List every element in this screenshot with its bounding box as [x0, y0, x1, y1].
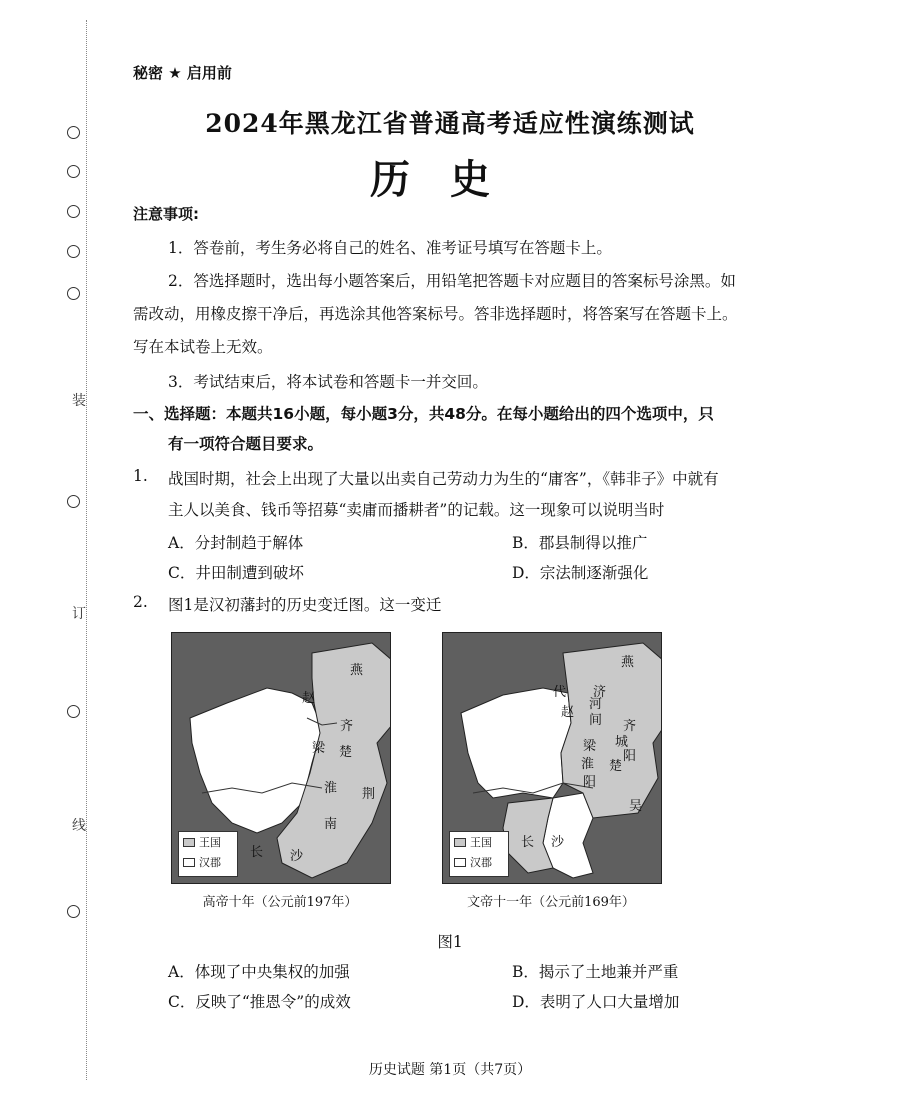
region-label: 阳 — [623, 749, 637, 764]
figure-label: 图1 — [437, 933, 463, 951]
region-label: 城 — [615, 735, 629, 750]
region-label: 燕 — [621, 655, 635, 670]
region-label: 齐 — [340, 719, 354, 734]
legend-commandery: 汉郡 — [470, 856, 492, 869]
region-label: 赵 — [302, 691, 316, 706]
question-1-stem-line-2: 主人以美食、钱币等招募“卖庸而播耕者”的记载。这一现象可以说明当时 — [168, 501, 665, 519]
question-2-option-a: A．体现了中央集权的加强 — [168, 963, 350, 981]
region-label: 燕 — [350, 663, 364, 678]
notice-item-2-line-3: 写在本试卷上无效。 — [133, 338, 273, 356]
legend-kingdom: 王国 — [470, 836, 492, 849]
notice-item-3: 3．考试结束后，将本试卷和答题卡一并交回。 — [168, 373, 488, 391]
region-label: 淮 — [324, 781, 338, 796]
notice-heading: 注意事项: — [133, 205, 199, 223]
kingdom-swatch — [454, 838, 466, 847]
notice-item-2-line-2: 需改动，用橡皮擦干净后，再选涂其他答案标号。答非选择题时，将答案写在答题卡上。 — [133, 305, 738, 323]
region-label: 淮 — [581, 757, 595, 772]
map-legend — [449, 831, 509, 877]
region-label: 长 — [521, 835, 535, 850]
question-1-option-a: A．分封制趋于解体 — [168, 534, 304, 552]
question-2-option-c: C．反映了“推恩令”的成效 — [168, 993, 351, 1011]
map-wendi-11-caption: 文帝十一年（公元前169年） — [467, 895, 635, 910]
exam-title: 2024年黑龙江省普通高考适应性演练测试 — [205, 109, 695, 138]
region-label: 楚 — [609, 759, 623, 774]
region-label: 沙 — [290, 849, 304, 864]
legend-commandery: 汉郡 — [199, 856, 221, 869]
kingdom-swatch — [183, 838, 195, 847]
region-label: 赵 — [561, 705, 575, 720]
region-label: 间 — [589, 713, 603, 728]
region-label: 吴 — [629, 799, 643, 814]
binding-hole — [67, 205, 80, 218]
commandery-swatch — [183, 858, 195, 867]
question-1-option-c: C．井田制遭到破坏 — [168, 564, 304, 582]
region-label: 南 — [324, 817, 338, 832]
region-label: 代 — [553, 685, 567, 700]
region-label: 梁 — [583, 739, 597, 754]
section-heading-line-1: 一、选择题：本题共16小题，每小题3分，共48分。在每小题给出的四个选项中，只 — [133, 405, 714, 423]
secret-label: 秘密 ★ 启用前 — [133, 64, 232, 82]
region-label: 齐 — [623, 719, 637, 734]
region-label: 沙 — [551, 835, 565, 850]
binding-hole — [67, 705, 80, 718]
section-heading-line-2: 有一项符合题目要求。 — [168, 435, 324, 453]
question-1-option-b: B．郡县制得以推广 — [512, 534, 648, 552]
region-label: 济 — [593, 685, 607, 700]
region-label: 长 — [250, 845, 264, 860]
notice-item-1: 1．答卷前，考生务必将自己的姓名、准考证号填写在答题卡上。 — [168, 239, 612, 257]
legend-kingdom: 王国 — [199, 836, 221, 849]
question-2-option-b: B．揭示了土地兼并严重 — [512, 963, 679, 981]
binding-hole — [67, 287, 80, 300]
question-2-number: 2. — [133, 593, 148, 611]
question-1-option-d: D．宗法制逐渐强化 — [512, 564, 649, 582]
binding-hole — [67, 905, 80, 918]
region-label: 梁 — [312, 741, 326, 756]
region-label: 河 — [589, 697, 603, 712]
region-label: 阳 — [583, 775, 597, 790]
map-wendi-11 — [442, 632, 662, 884]
map-gaodi-10-caption: 高帝十年（公元前197年） — [202, 895, 358, 910]
binding-char: 订 — [72, 606, 86, 622]
question-1-stem-line-1: 战国时期，社会上出现了大量以出卖自己劳动力为生的“庸客”，《韩非子》中就有 — [168, 470, 719, 488]
subject-title: 历史 — [370, 156, 530, 203]
region-label: 楚 — [339, 745, 353, 760]
question-1-number: 1. — [133, 467, 148, 485]
notice-item-2-line-1: 2．答选择题时，选出每小题答案后，用铅笔把答题卡对应题目的答案标号涂黑。如 — [168, 272, 736, 290]
binding-char: 装 — [72, 393, 86, 409]
map-legend — [178, 831, 238, 877]
binding-char: 线 — [72, 818, 86, 834]
question-2-stem: 图1是汉初藩封的历史变迁图。这一变迁 — [168, 596, 442, 614]
commandery-swatch — [454, 858, 466, 867]
region-label: 荆 — [362, 787, 376, 802]
page-footer: 历史试题 第1页（共7页） — [368, 1062, 532, 1078]
binding-hole — [67, 495, 80, 508]
binding-hole — [67, 245, 80, 258]
question-2-option-d: D．表明了人口大量增加 — [512, 993, 680, 1011]
map-gaodi-10 — [171, 632, 391, 884]
